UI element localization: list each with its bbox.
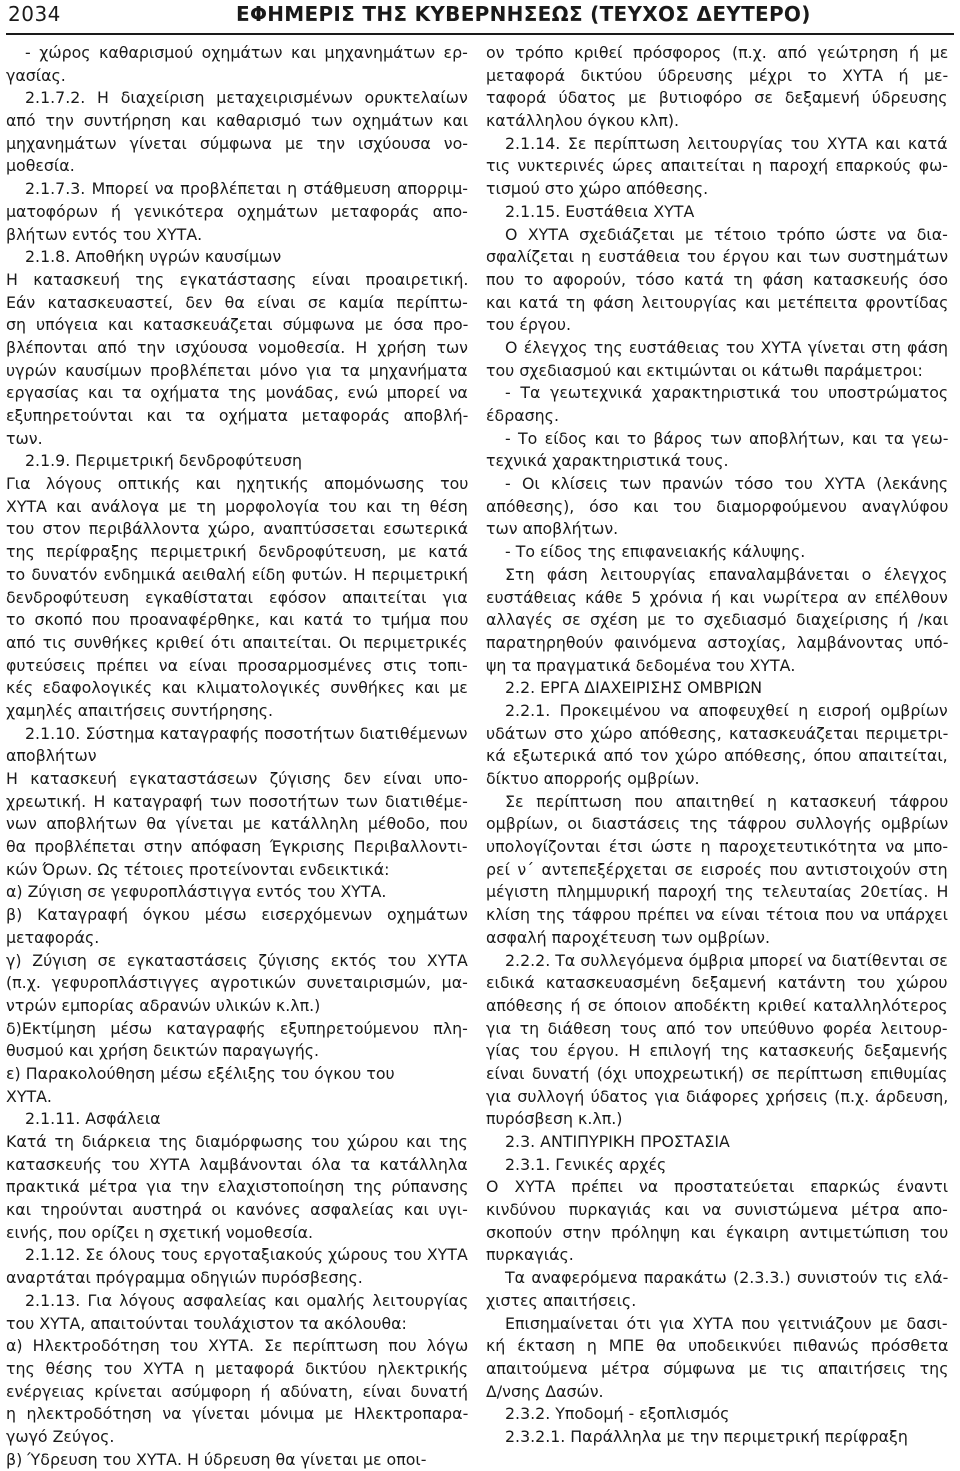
- text-line: κή έκταση η ΜΠΕ θα υποδεικνύει πιθανώς πρόσθετα: [486, 1336, 948, 1356]
- text-line: ΧΥΤΑ.: [6, 1086, 52, 1106]
- text-line: δενδροφύτευση εγκαθίσταται εφόσον απαιτείται για: [6, 587, 468, 607]
- text-line: υγρών καυσίμων προβλέπεται μόνο για τα μηχανήματα: [6, 360, 468, 380]
- text-line: μοθεσία.: [6, 156, 75, 176]
- text-line: 2.3.1. Γενικές αρχές: [505, 1154, 667, 1174]
- text-line: μεταφορά δικτύου ύδρευσης μέχρι το ΧΥΤΑ ή με-: [486, 65, 948, 85]
- text-line: δ)Εκτίμηση μέσω καταγραφής εξυπηρετούμενου πλη-: [6, 1018, 468, 1038]
- text-line: απόθεσης), όσο και του διαμορφούμενου αναγλύφου: [486, 496, 948, 516]
- text-line: κλίση της τάφρου πρέπει να είναι τέτοια που να υπάρχει: [486, 905, 948, 925]
- text-line: θυσμού και χρήση δεικτών παραγωγής.: [6, 1041, 320, 1061]
- text-line: Η κατασκευή της εγκατάστασης είναι προαιρετική.: [6, 269, 468, 289]
- text-line: 2.1.13. Για λόγους ασφαλείας και ομαλής λειτουργίας: [25, 1290, 468, 1310]
- text-line: 2.3. ΑΝΤΙΠΥΡΙΚΗ ΠΡΟΣΤΑΣΙΑ: [505, 1132, 730, 1151]
- text-line: Ο ΧΥΤΑ πρέπει να προστατεύεται επαρκώς έναντι: [486, 1177, 948, 1197]
- text-line: υδάτων στο χώρο απόθεσης, κατασκευάζεται περιμετρι-: [486, 723, 948, 743]
- text-line: της περίφραξης περιμετρική δενδροφύτευση, με κατά: [6, 542, 468, 562]
- text-line: από την συντήρηση και καθαρισμό των οχημάτων και: [6, 111, 468, 131]
- right-column: [486, 42, 948, 1449]
- text-line: κατασκευής του ΧΥΤΑ λαμβάνονται όλα τα κατάλληλα: [6, 1154, 468, 1174]
- text-line: 2.2.1. Προκειμένου να αποφευχθεί η εισροή ομβρίων: [505, 700, 948, 720]
- text-line: Σε περίπτωση που απαιτηθεί η κατασκευή τάφρου: [505, 791, 948, 811]
- text-line: των.: [6, 428, 43, 448]
- text-line: που το αφορούν, τόσο κατά τη φάση κατασκευής όσο: [486, 269, 948, 289]
- text-line: - Οι κλίσεις των πρανών τόσο του ΧΥΤΑ (λεκάνης: [505, 474, 948, 494]
- text-line: απαιτούμενα μέτρα σύμφωνα με τις απαιτήσεις της: [486, 1358, 948, 1378]
- text-line: Κατά τη διάρκεια της διαμόρφωσης του χώρου και της: [6, 1132, 468, 1151]
- text-line: β) Καταγραφή όγκου μέσω εισερχόμενων οχημάτων: [6, 905, 468, 925]
- text-line: ταφορά ύδατος με βυτιοφόρο σε δεξαμενή ύδρευσης: [486, 88, 948, 108]
- text-line: αποβλήτων: [6, 746, 97, 766]
- text-line: βλήτων εντός του ΧΥΤΑ.: [6, 224, 203, 244]
- text-line: το δυνατόν ενδημικά αειθαλή είδη φυτών. Η περιμετρική: [6, 564, 468, 584]
- text-line: α) Ηλεκτροδότηση του ΧΥΤΑ. Σε περίπτωση που λόγω: [6, 1336, 468, 1356]
- text-line: - Τα γεωτεχνικά χαρακτηριστικά του υποστρώματος: [505, 383, 948, 403]
- text-line: χαμηλές απαιτήσεις συντήρησης.: [6, 700, 274, 720]
- text-line: από τις συνθήκες κριθεί ότι απαιτείται. Οι περιμετρικές: [6, 632, 468, 652]
- text-line: 2.3.2. Υποδομή - εξοπλισμός: [505, 1404, 730, 1424]
- text-line: τεχνικά χαρακτηριστικά τους.: [486, 451, 729, 471]
- text-line: - χώρος καθαρισμού οχημάτων και μηχανημάτων ερ-: [25, 43, 468, 62]
- text-line: και κατά τη φάση λειτουργίας και μετέπειτα φροντίδας: [486, 292, 948, 312]
- text-line: πυρόσβεση κ.λπ.): [486, 1109, 623, 1129]
- text-line: Ο έλεγχος της ευστάθειας του ΧΥΤΑ γίνεται στη φάση: [505, 337, 948, 357]
- text-line: ΧΥΤΑ και ανάλογα με τη μορφολογία του και τη θέση: [6, 496, 468, 516]
- text-line: γίας του έργου. Η επιλογή της κατασκευής δεξαμενής: [486, 1041, 948, 1061]
- text-line: του σχεδιασμού και εκτιμώνται οι κάτωθι παράμετροι:: [486, 360, 923, 380]
- text-line: ρεί ν΄ αντεπεξέρχεται σε εισροές που αντιστοιχούν στη: [486, 859, 948, 879]
- text-line: αλλαγές σε σχέση με το σχεδιασμό διαχείρισης ή /και: [486, 610, 948, 630]
- text-line: - Το είδος της επιφανειακής κάλυψης.: [505, 542, 806, 562]
- text-line: Επισημαίνεται ότι για ΧΥΤΑ που γειτνιάζουν με δασι-: [505, 1313, 948, 1333]
- header-rule: [6, 33, 954, 35]
- text-line: ον τρόπο κριθεί πρόσφορος (π.χ. από γεώτρηση ή με: [486, 43, 948, 62]
- text-line: 2.1.12. Σε όλους τους εργοταξιακούς χώρους του ΧΥΤΑ: [25, 1245, 468, 1265]
- text-line: και τηρούνται αυστηρά οι κανόνες ασφαλείας και υγι-: [6, 1200, 468, 1220]
- text-line: ενέργειας κρίνεται ασύμφορη ή αδύνατη, είναι δυνατή: [6, 1381, 468, 1401]
- text-line: 2.2. ΕΡΓΑ ΔΙΑΧΕΙΡΙΣΗΣ ΟΜΒΡΙΩΝ: [505, 678, 763, 698]
- text-line: Ο ΧΥΤΑ σχεδιάζεται με τέτοιο τρόπο ώστε να δια-: [505, 224, 948, 244]
- text-line: πρακτικά μέτρα για την ελαχιστοποίηση της ρύπανσης: [6, 1177, 468, 1197]
- text-line: β) Ύδρευση του ΧΥΤΑ. Η ύδρευση θα γίνεται με οποι-: [6, 1449, 427, 1469]
- text-line: Στη φάση λειτουργίας επαναλαμβάνεται ο έλεγχος: [505, 564, 948, 584]
- text-line: χρεωτική. Η καταγραφή των ποσοτήτων των διατιθέμε-: [6, 791, 468, 811]
- text-line: της θέσης του ΧΥΤΑ η μεταφορά δικτύου ηλεκτρικής: [6, 1358, 468, 1378]
- text-line: 2.1.10. Σύστημα καταγραφής ποσοτήτων διατιθέμενων: [25, 723, 468, 743]
- text-line: Δ/νσης Δασών.: [486, 1381, 604, 1401]
- page-number: 2034: [8, 2, 61, 26]
- text-line: των αποβλήτων.: [486, 519, 619, 539]
- text-line: κές εδαφολογικές και κλιματολογικές συνθήκες και με: [6, 678, 468, 698]
- text-line: φυτεύσεις πρέπει να είναι προσαρμοσμένες στις τοπι-: [6, 655, 468, 675]
- text-line: απόθεσης ή σε όποιον αποδέκτη κριθεί καταλληλότερος: [486, 995, 948, 1015]
- text-line: είναι δυνατή (όχι υποχρεωτική) σε περίπτωση επιθυμίας: [486, 1063, 948, 1083]
- text-line: εινής, που ορίζει η σχετική νομοθεσία.: [6, 1222, 314, 1242]
- text-line: κινδύνου πυρκαγιάς και να συνιστώμενα μέτρα απο-: [486, 1200, 948, 1220]
- text-line: ασφαλή παροχέτευση των ομβρίων.: [486, 927, 770, 947]
- text-line: 2.1.15. Ευστάθεια ΧΥΤΑ: [505, 201, 695, 221]
- page-header: [0, 0, 960, 36]
- text-line: για τη διάθεση τους από τον υπεύθυνο φορέα λειτουρ-: [486, 1018, 948, 1038]
- text-line: του ΧΥΤΑ, απαιτούνται τουλάχιστον τα ακόλουθα:: [6, 1313, 407, 1333]
- text-line: παρατηρηθούν φαινόμενα αστοχίας, λαμβάνοντας υπό-: [486, 632, 948, 652]
- text-line: γωγό Ζεύγος.: [6, 1426, 115, 1446]
- text-line: κών Όρων. Ως τέτοιες προτείνονται ενδεικτικά:: [6, 859, 390, 879]
- left-column: [6, 42, 468, 1471]
- text-line: 2.1.9. Περιμετρική δενδροφύτευση: [25, 451, 303, 471]
- text-line: 2.1.14. Σε περίπτωση λειτουργίας του ΧΥΤΑ και κατά: [505, 133, 948, 153]
- text-line: ειδικά κατασκευασμένη δεξαμενή κατάντη του χώρου: [486, 973, 948, 993]
- text-line: α) Ζύγιση σε γεφυροπλάστιγγα εντός του ΧΥΤΑ.: [6, 882, 387, 902]
- text-line: σφαλίζεται η ευστάθεια του έργου και των συστημάτων: [486, 247, 948, 267]
- text-line: ψη τα πραγματικά δεδομένα του ΧΥΤΑ.: [486, 655, 796, 675]
- text-line: για συλλογή ύδατος για διάφορες χρήσεις (π.χ. άρδευση,: [486, 1086, 948, 1106]
- text-line: βλέπονται από την ισχύουσα νομοθεσία. Η χρήση των: [6, 337, 468, 357]
- text-line: πυρκαγιάς.: [486, 1245, 574, 1265]
- text-line: ντρών εμπορίας αδρανών υλικών κ.λπ.): [6, 995, 321, 1015]
- text-line: εργασίας και τα οχήματα της μονάδας, ενώ μπορεί να: [6, 383, 468, 403]
- text-line: χιστες απαιτήσεις.: [486, 1290, 637, 1310]
- text-line: ση υπόγεια και κατασκευάζεται σύμφωνα με όσα προ-: [6, 315, 468, 335]
- text-line: ομβρίων, οι διαστάσεις της τάφρου συλλογής ομβρίων: [486, 814, 948, 834]
- text-line: Τα αναφερόμενα παρακάτω (2.3.3.) συνιστούν τις ελά-: [505, 1268, 948, 1288]
- text-line: το σκοπό που προαναφέρθηκε, και κατά το τμήμα που: [6, 610, 468, 630]
- text-line: κά εξωτερικά από τον χώρο απόθεσης, όπου απαιτείται,: [486, 746, 948, 766]
- text-line: - Το είδος και το βάρος των αποβλήτων, και τα γεω-: [505, 428, 948, 448]
- text-line: εξυπηρετούνται και τα οχήματα μεταφοράς αποβλή-: [6, 406, 468, 425]
- text-line: δίκτυο απορροής ομβρίων.: [486, 769, 700, 788]
- text-line: Για λόγους οπτικής και ηχητικής απομόνωσης του: [6, 474, 468, 494]
- text-line: 2.1.7.2. Η διαχείριση μεταχειρισμένων ορυκτελαίων: [25, 88, 468, 108]
- text-line: νων αποβλήτων θα γίνεται με κατάλληλη μέθοδο, που: [6, 814, 468, 834]
- text-line: ματοφόρων ή γενικότερα οχημάτων μεταφοράς απο-: [6, 201, 468, 221]
- text-line: 2.1.8. Αποθήκη υγρών καυσίμων: [25, 247, 282, 267]
- text-line: 2.1.7.3. Μπορεί να προβλέπεται η στάθμευση απορριμ-: [25, 179, 468, 199]
- text-line: θα προβλέπεται στην απόφαση Έγκρισης Περιβαλλοντι-: [6, 837, 468, 857]
- text-line: του έργου.: [486, 315, 572, 335]
- text-line: ευστάθειας κάθε 5 χρόνια ή και νωρίτερα αν επέλθουν: [486, 587, 948, 607]
- text-line: Η κατασκευή εγκαταστάσεων ζύγισης δεν είναι υπο-: [6, 769, 468, 788]
- text-line: 2.2.2. Τα συλλεγόμενα όμβρια μπορεί να διατίθενται σε: [505, 950, 948, 970]
- text-line: Εάν κατασκευαστεί, δεν θα είναι σε καμία περίπτω-: [6, 292, 468, 312]
- text-line: μέγιστη πλημμυρική παροχή της τελευταίας 20ετίας. Η: [486, 882, 948, 902]
- text-line: 2.1.11. Ασφάλεια: [25, 1109, 161, 1129]
- text-line: σκοπούν στην πρόληψη και έγκαιρη αντιμετώπιση του: [486, 1222, 948, 1242]
- text-line: ε) Παρακολούθηση μέσω εξέλιξης του όγκου του: [6, 1063, 395, 1083]
- text-line: μηχανημάτων γίνεται σύμφωνα με την ισχύουσα νο-: [6, 133, 468, 153]
- text-line: αναρτάται πρόγραμμα οδηγιών πυρόσβεσης.: [6, 1268, 363, 1288]
- text-line: υπολογίζονται έτσι ώστε η παροχετευτικότητα να μπο-: [486, 837, 948, 857]
- text-line: του στον περιβάλλοντα χώρο, αναπτύσσεται εσωτερικά: [6, 519, 468, 539]
- text-line: (π.χ. γεφυροπλάστιγγες αγροτικών συνεταιρισμών, μα-: [6, 973, 468, 993]
- journal-title: ΕΦΗΜΕΡΙΣ ΤΗΣ ΚΥΒΕΡΝΗΣΕΩΣ (ΤΕΥΧΟΣ ΔΕΥΤΕΡΟ): [236, 2, 811, 26]
- text-line: γ) Ζύγιση σε εγκαταστάσεις ζύγισης εκτός του ΧΥΤΑ: [6, 950, 468, 970]
- text-line: γασίας.: [6, 65, 66, 85]
- text-line: κατάλληλου όγκου κλπ).: [486, 111, 680, 131]
- text-line: έδρασης.: [486, 406, 559, 425]
- text-line: τις νυκτερινές ώρες απαιτείται η παροχή επαρκούς φω-: [486, 156, 948, 176]
- text-line: 2.3.2.1. Παράλληλα με την περιμετρική περίφραξη: [505, 1426, 908, 1446]
- text-line: τισμού στο χώρο απόθεσης.: [486, 179, 709, 199]
- text-line: μεταφοράς.: [6, 927, 100, 947]
- text-line: η ηλεκτροδότηση να γίνεται μόνιμα με Ηλεκτροπαρα-: [6, 1404, 468, 1424]
